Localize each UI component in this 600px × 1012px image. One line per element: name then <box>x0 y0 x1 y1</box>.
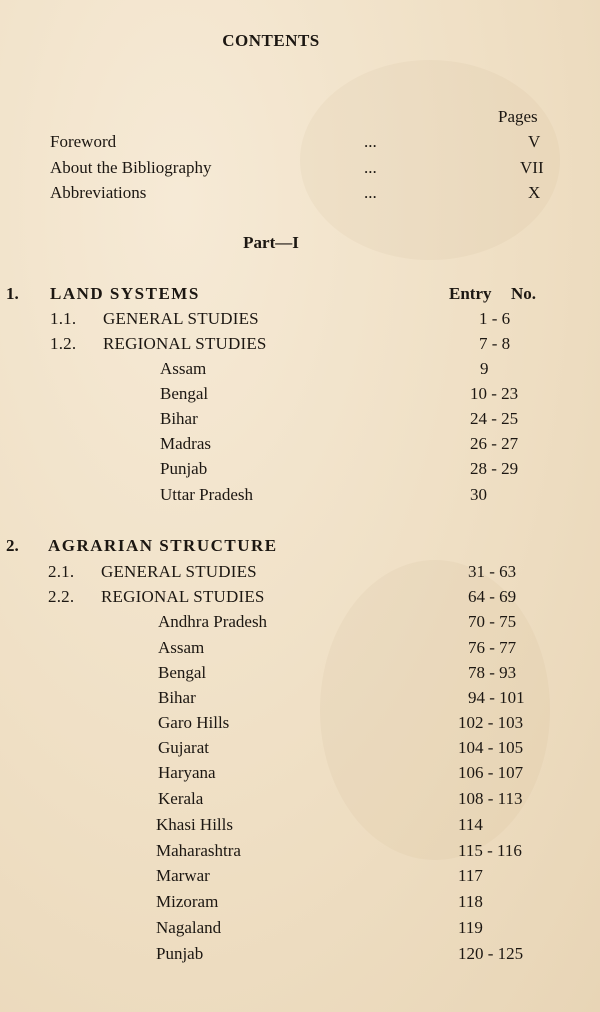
subsection-number: 1.1. <box>50 309 77 328</box>
subsection-title: GENERAL STUDIES <box>101 562 257 581</box>
entry-range: 94 - 101 <box>468 688 525 707</box>
region-name: Haryana <box>158 763 216 782</box>
subsection-number: 1.2. <box>50 334 77 353</box>
region-name: Marwar <box>156 866 210 885</box>
toc-item-dots: ... <box>364 183 377 202</box>
entry-range: 64 - 69 <box>468 587 517 606</box>
region-name: Assam <box>158 638 205 657</box>
region-name: Kerala <box>158 789 204 808</box>
subsection-title: GENERAL STUDIES <box>103 309 259 328</box>
entry-range: 7 - 8 <box>479 334 511 353</box>
entry-range: 120 - 125 <box>458 944 524 963</box>
section-title: AGRARIAN STRUCTURE <box>48 536 278 555</box>
entry-range: 70 - 75 <box>468 612 517 631</box>
entry-range: 26 - 27 <box>470 434 519 453</box>
region-name: Bihar <box>160 409 198 428</box>
page-title: CONTENTS <box>222 31 320 50</box>
toc-item-label: Foreword <box>50 132 117 151</box>
section-number: 1. <box>6 284 19 303</box>
subsection-number: 2.1. <box>48 562 75 581</box>
region-name: Gujarat <box>158 738 209 757</box>
toc-item-page: X <box>528 183 541 202</box>
toc-item-label: Abbreviations <box>50 183 147 202</box>
entry-range: 106 - 107 <box>458 763 524 782</box>
region-name: Khasi Hills <box>156 815 233 834</box>
entry-range: 31 - 63 <box>468 562 517 581</box>
section-title: LAND SYSTEMS <box>50 284 200 303</box>
region-name: Maharashtra <box>156 841 241 860</box>
no-column-header: No. <box>511 284 537 303</box>
entry-range: 102 - 103 <box>458 713 524 732</box>
toc-item-dots: ... <box>364 158 377 177</box>
entry-range: 114 <box>458 815 483 834</box>
entry-range: 119 <box>458 918 483 937</box>
subsection-title: REGIONAL STUDIES <box>101 587 265 606</box>
entry-range: 24 - 25 <box>470 409 519 428</box>
toc-item-dots: ... <box>364 132 377 151</box>
region-name: Uttar Pradesh <box>160 485 254 504</box>
entry-range: 28 - 29 <box>470 459 519 478</box>
region-name: Punjab <box>156 944 204 963</box>
entry-range: 104 - 105 <box>458 738 524 757</box>
region-name: Andhra Pradesh <box>158 612 268 631</box>
region-name: Bengal <box>158 663 207 682</box>
entry-range: 117 <box>458 866 483 885</box>
region-name: Bihar <box>158 688 196 707</box>
region-name: Bengal <box>160 384 209 403</box>
entry-range: 1 - 6 <box>479 309 511 328</box>
subsection-number: 2.2. <box>48 587 75 606</box>
entry-range: 108 - 113 <box>458 789 523 808</box>
entry-range: 78 - 93 <box>468 663 517 682</box>
entry-range: 118 <box>458 892 483 911</box>
pages-column-header: Pages <box>498 107 538 126</box>
entry-range: 30 <box>470 485 487 504</box>
entry-range: 115 - 116 <box>458 841 522 860</box>
entry-range: 9 <box>480 359 489 378</box>
subsection-title: REGIONAL STUDIES <box>103 334 267 353</box>
region-name: Punjab <box>160 459 208 478</box>
region-name: Assam <box>160 359 207 378</box>
toc-item-page: VII <box>520 158 544 177</box>
entry-range: 76 - 77 <box>468 638 517 657</box>
part-heading: Part—I <box>243 233 299 252</box>
entry-column-header: Entry <box>449 284 492 303</box>
toc-item-page: V <box>528 132 541 151</box>
region-name: Garo Hills <box>158 713 230 732</box>
toc-item-label: About the Bibliography <box>50 158 212 177</box>
region-name: Nagaland <box>156 918 222 937</box>
section-number: 2. <box>6 536 19 555</box>
region-name: Mizoram <box>156 892 219 911</box>
region-name: Madras <box>160 434 211 453</box>
entry-range: 10 - 23 <box>470 384 519 403</box>
